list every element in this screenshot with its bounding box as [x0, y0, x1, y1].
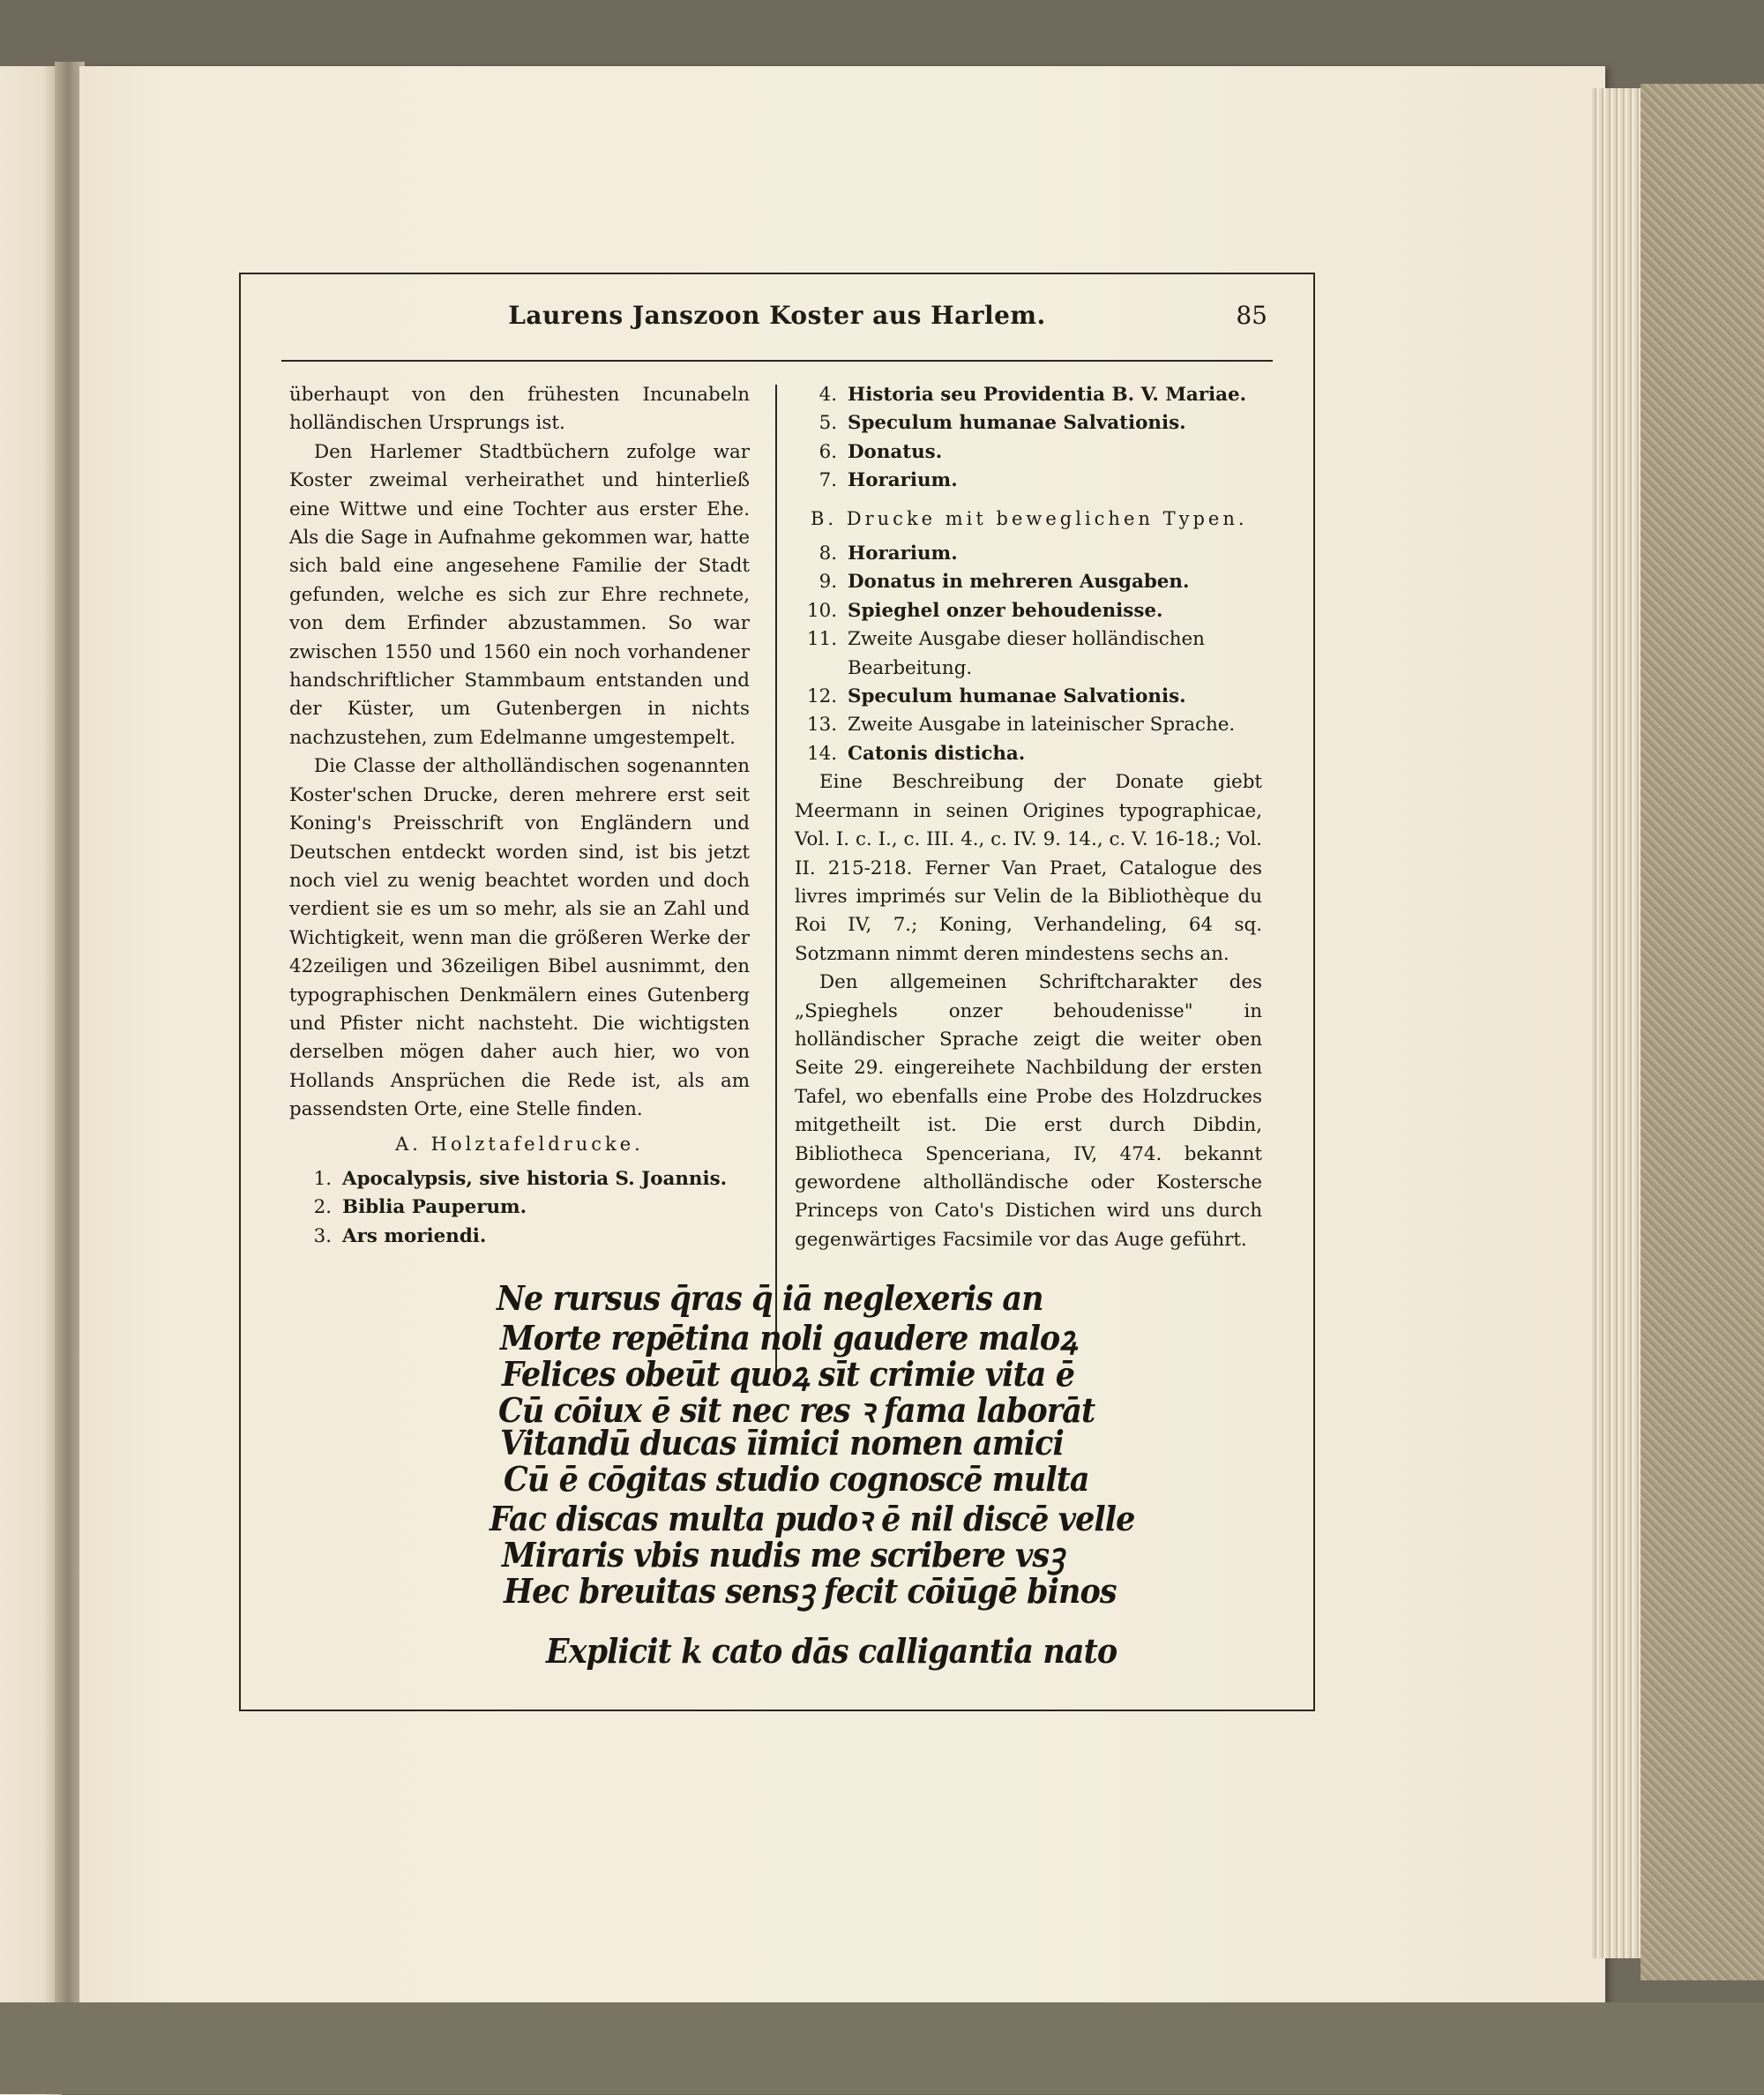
column-rule: [775, 385, 777, 1381]
list-item: [795, 625, 1262, 683]
item-title: Zweite Ausgabe in lateinischer Sprache.: [848, 714, 1236, 737]
item-number: 13.: [806, 714, 837, 737]
page-edges: [1592, 88, 1645, 1958]
item-title: Horarium.: [848, 469, 958, 492]
item-title: Biblia Pauperum.: [342, 1196, 527, 1219]
bottom-shadow: [0, 2002, 1764, 2094]
facsimile-line: Fac discas multa pudoꝛ ē nil discē velle: [490, 1499, 1135, 1538]
item-title: Donatus.: [848, 440, 943, 463]
list-item: [795, 740, 1262, 768]
list-item: [795, 711, 1262, 739]
item-number: 8.: [818, 542, 837, 565]
paragraph: Die Classe der altholländischen sogenannten Koster'schen Drucke, deren mehrere erst seit Koning's Preisschrift von Engländern und Deutschen entdeckt worden sind, ist bis jetzt noch viel zu wenig beachtet worden und doch verdient sie es um so mehr, als sie an Zahl und Wichtigkeit, wenn man die größeren Werke der 42zeiligen und 36zeiligen Bibel ausnimmt, den typographischen Denkmälern eines Gutenberg und Pfister nicht nachsteht. Die wichtigsten derselben mögen daher auch hier, wo von Hollands Ansprüchen die Rede ist, als am passendsten Orte, eine Stelle finden.: [289, 755, 750, 1121]
running-head: [241, 301, 1313, 345]
item-title: Speculum humanae Salvationis.: [848, 685, 1186, 708]
item-number: 1.: [313, 1167, 332, 1190]
page-title: Laurens Janszoon Koster aus Harlem.: [508, 301, 1046, 330]
item-number: 7.: [818, 469, 837, 492]
item-title: Apocalypsis, sive historia S. Joannis.: [342, 1167, 728, 1190]
list-item: [795, 409, 1262, 438]
facsimile-explicit: Explicit k cato dās calligantia nato: [546, 1631, 1117, 1671]
item-title: Horarium.: [848, 542, 958, 565]
left-page-edge: [0, 66, 62, 2095]
item-title: Historia seu Providentia B. V. Mariae.: [848, 384, 1247, 406]
item-title: Donatus in mehreren Ausgaben.: [848, 571, 1190, 594]
item-title: Catonis disticha.: [848, 742, 1026, 765]
item-number: 11.: [806, 628, 837, 651]
item-number: 5.: [818, 412, 837, 435]
list-item: [289, 1165, 750, 1193]
item-number: 2.: [313, 1196, 332, 1219]
woodblock-facsimile: [241, 1278, 1313, 1693]
list-item: [289, 1193, 750, 1222]
cover-board: [1641, 84, 1764, 1980]
section-heading-a: A. Holztafeldrucke.: [395, 1133, 644, 1155]
paragraph: Den Harlemer Stadtbüchern zufolge war Koster zweimal verheirathet und hinterließ eine Wittwe und eine Tochter aus erster Ehe. Als die Sage in Aufnahme gekommen war, hatte sich bald eine angesehene Familie der Stadt gefunden, welche es sich zur Ehre rechnete, von dem Erfinder abzustammen. So war zwischen 1550 und 1560 ein noch vorhandener handschriftlicher Stammbaum entstanden und der Küster, um Gutenbergen in nichts nachzustehen, zum Edelmanne umgestempelt.: [289, 440, 750, 749]
facsimile-line: Ne rursus q̄ras q̄ iā neglexeris an: [497, 1278, 1043, 1318]
facsimile-line: Cū cōiux ē sit nec res ꝛ fama laborāt: [498, 1390, 1095, 1430]
list-item: [795, 467, 1262, 495]
item-title: Ars moriendi.: [342, 1224, 487, 1247]
printed-frame: [239, 273, 1315, 1711]
item-title: Spieghel onzer behoudenisse.: [848, 599, 1163, 622]
item-number: 10.: [806, 599, 837, 622]
facsimile-line: Cū ē cōgitas studio cognoscē multa: [504, 1459, 1089, 1499]
list-item: [289, 1223, 750, 1251]
page-number: 85: [1236, 301, 1267, 330]
item-number: 14.: [806, 742, 837, 765]
facsimile-line: Felices obeūt quoꝝ sīt crimie vita ē: [502, 1354, 1075, 1394]
item-title: Speculum humanae Salvationis.: [848, 412, 1186, 435]
list-item: [795, 597, 1262, 625]
section-heading-b: B. Drucke mit beweglichen Typen.: [811, 507, 1248, 529]
item-number: 3.: [313, 1224, 332, 1247]
facsimile-line: Hec breuitas sensꝫ fecit cōiūgē binos: [504, 1571, 1117, 1611]
header-rule: [281, 360, 1273, 362]
list-item: [795, 683, 1262, 711]
paragraph: überhaupt von den frühesten Incunabeln holländischen Ursprungs ist.: [289, 384, 750, 435]
facsimile-line: Miraris vbis nudis me scribere vsꝫ: [502, 1535, 1065, 1575]
list-item: [795, 438, 1262, 467]
item-number: 12.: [806, 685, 837, 708]
list-item: [795, 540, 1262, 568]
right-column: [795, 381, 1262, 1254]
facsimile-line: Vitandū ducas īimici nomen amici: [500, 1423, 1064, 1463]
paragraph: Eine Beschreibung der Donate giebt Meermann in seinen Origines typographicae, Vol. I. c. I., c. III. 4., c. IV. 9. 14., c. V. 16-18.; Vol. II. 215-218. Ferner Van Praet, Catalogue des livres imprimés sur Velin de la Bibliothèque du Roi IV, 7.; Koning, Verhandeling, 64 sq. Sotzmann nimmt deren mindestens sechs an.: [795, 771, 1262, 965]
item-title: Zweite Ausgabe dieser holländischen Bearbeitung.: [848, 628, 1205, 679]
item-number: 4.: [818, 384, 837, 406]
facsimile-line: Morte repētina noli gaudere maloꝝ: [500, 1318, 1077, 1358]
list-item: [795, 381, 1262, 409]
item-number: 9.: [818, 571, 837, 594]
left-column: [289, 381, 750, 1251]
item-number: 6.: [818, 440, 837, 463]
list-item: [795, 568, 1262, 596]
paragraph: Den allgemeinen Schriftcharakter des „Spieghels onzer behoudenisse" in holländischer Sprache zeigt die weiter oben Seite 29. eingereihete Nachbildung der ersten Tafel, wo ebenfalls eine Probe des Holzdruckes mitgetheilt ist. Die erst durch Dibdin, Bibliotheca Spenceriana, IV, 474. bekannt gewordene altholländische oder Kostersche Princeps von Cato's Distichen wird uns durch gegenwärtiges Facsimile vor das Auge geführt.: [795, 971, 1262, 1251]
